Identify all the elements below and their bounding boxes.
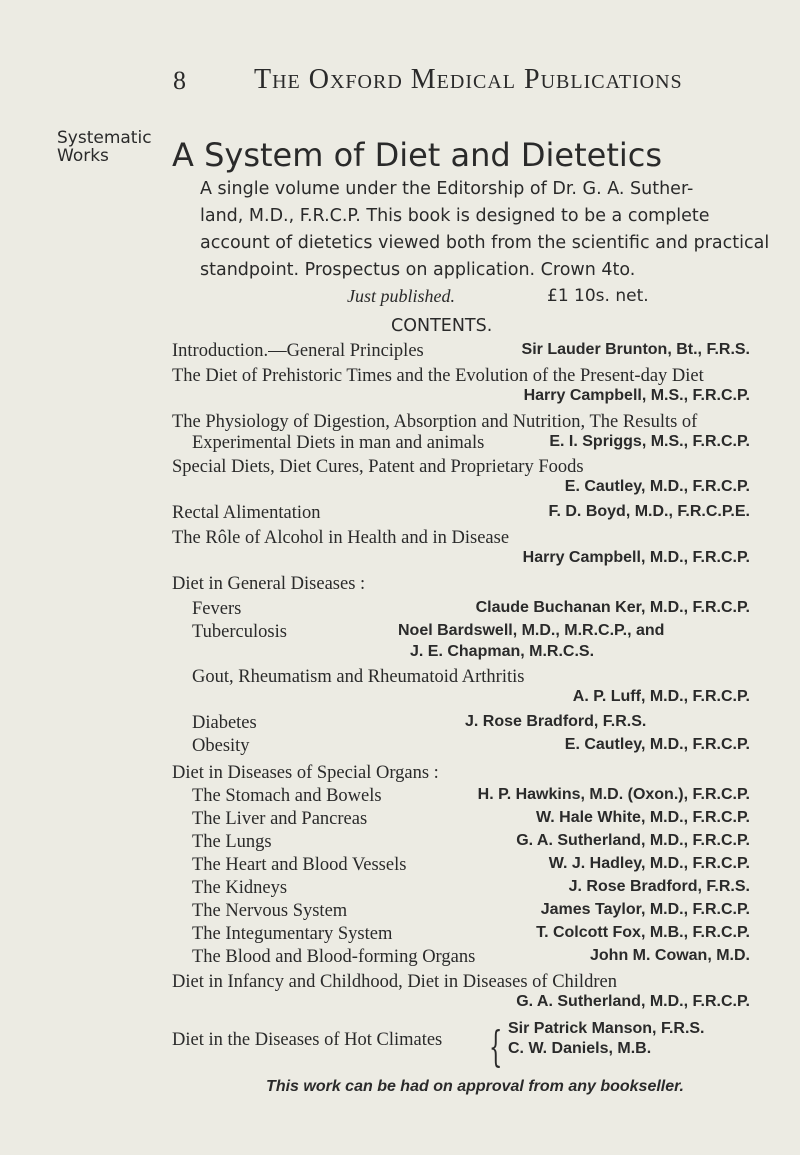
contents-author: John M. Cowan, M.D. [590,947,750,964]
side-label-line-2: Works [57,146,109,166]
contents-author: Sir Lauder Brunton, Bt., F.R.S. [521,341,750,358]
contents-author: J. Rose Bradford, F.R.S. [465,713,647,730]
contents-author: H. P. Hawkins, M.D. (Oxon.), F.R.C.P. [477,786,750,803]
page-number: 8 [173,66,186,95]
contents-author: G. A. Sutherland, M.D., F.R.C.P. [516,832,750,849]
contents-author: Noel Bardswell, M.D., M.R.C.P., and [398,622,665,639]
contents-topic: Diabetes [192,713,257,733]
contents-author: J. Rose Bradford, F.R.S. [568,878,750,895]
contents-author: W. Hale White, M.D., F.R.C.P. [536,809,750,826]
description-line-2: land, M.D., F.R.C.P. This book is designed to be a complete [200,206,710,226]
contents-author: Claude Buchanan Ker, M.D., F.R.C.P. [475,599,750,616]
section-heading: Diet in Diseases of Special Organs : [172,763,439,783]
contents-heading: CONTENTS. [391,316,493,336]
contents-topic: Special Diets, Diet Cures, Patent and Proprietary Foods [172,457,584,477]
contents-topic: The Heart and Blood Vessels [192,855,407,875]
contents-author: E. I. Spriggs, M.S., F.R.C.P. [549,433,750,450]
contents-topic: Experimental Diets in man and animals [192,433,485,453]
contents-author: Harry Campbell, M.D., F.R.C.P. [522,549,750,566]
contents-topic: The Integumentary System [192,924,393,944]
contents-author: James Taylor, M.D., F.R.C.P. [540,901,750,918]
contents-topic: Obesity [192,736,250,756]
contents-topic: Diet in Infancy and Childhood, Diet in Diseases of Children [172,972,617,992]
contents-topic: The Rôle of Alcohol in Health and in Disease [172,528,510,548]
publication-status: Just published. [347,286,455,306]
contents-author: Sir Patrick Manson, F.R.S. [508,1020,705,1037]
contents-author: E. Cautley, M.D., F.R.C.P. [564,736,750,753]
running-title: The Oxford Medical Publications [254,64,683,95]
contents-topic: Introduction.—General Principles [172,341,424,361]
contents-topic: The Nervous System [192,901,348,921]
description-line-3: account of dietetics viewed both from the scientific and practical [200,233,770,253]
contents-topic: Diet in the Diseases of Hot Climates [172,1030,443,1050]
brace-icon: { [489,1022,503,1071]
contents-author: C. W. Daniels, M.B. [508,1040,652,1057]
contents-topic: Tuberculosis [192,622,287,642]
contents-author: J. E. Chapman, M.R.C.S. [410,643,595,660]
contents-author: W. J. Hadley, M.D., F.R.C.P. [548,855,750,872]
contents-topic: Rectal Alimentation [172,503,321,523]
contents-author: E. Cautley, M.D., F.R.C.P. [564,478,750,495]
contents-topic: The Lungs [192,832,272,852]
contents-author: F. D. Boyd, M.D., F.R.C.P.E. [548,503,750,520]
price: £1 10s. net. [547,286,649,306]
contents-topic: The Physiology of Digestion, Absorption and Nutrition, The Results of [172,412,698,432]
book-title: A System of Diet and Dietetics [172,136,663,174]
contents-topic: The Stomach and Bowels [192,786,382,806]
contents-author: G. A. Sutherland, M.D., F.R.C.P. [516,993,750,1010]
contents-topic: The Diet of Prehistoric Times and the Evolution of the Present-day Diet [172,366,704,386]
contents-topic: The Kidneys [192,878,288,898]
contents-topic: The Blood and Blood-forming Organs [192,947,476,967]
description-line-1: A single volume under the Editorship of Dr. G. A. Suther- [200,179,694,199]
footer-note: This work can be had on approval from any bookseller. [266,1078,684,1095]
contents-author: T. Colcott Fox, M.B., F.R.C.P. [536,924,750,941]
contents-topic: Fevers [192,599,242,619]
contents-topic: The Liver and Pancreas [192,809,368,829]
side-label-line-1: Systematic [57,128,152,148]
description-line-4: standpoint. Prospectus on application. Crown 4to. [200,260,636,280]
contents-author: Harry Campbell, M.S., F.R.C.P. [523,387,750,404]
section-heading: Diet in General Diseases : [172,574,366,594]
contents-topic: Gout, Rheumatism and Rheumatoid Arthritis [192,667,525,687]
contents-author: A. P. Luff, M.D., F.R.C.P. [572,688,750,705]
